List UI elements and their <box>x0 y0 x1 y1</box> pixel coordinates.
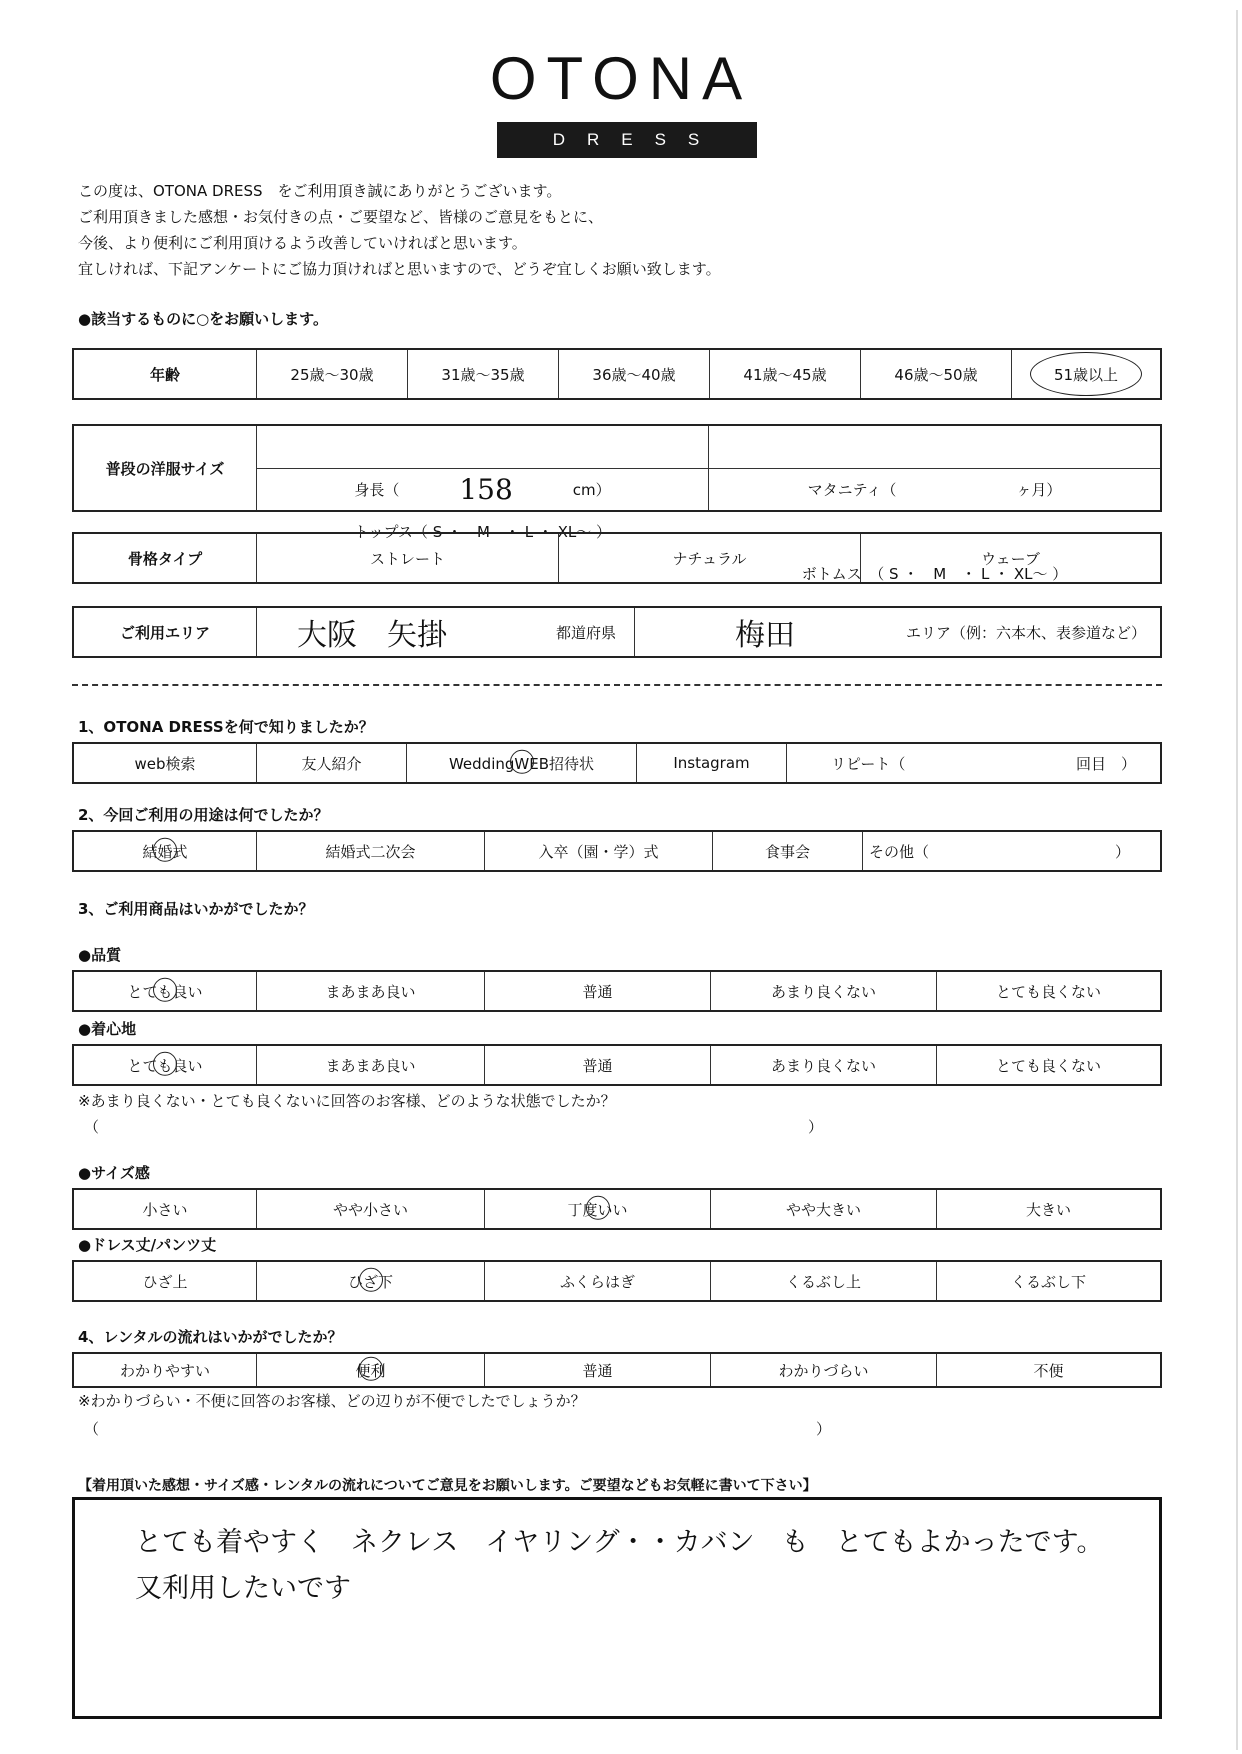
quality-table <box>72 970 1162 1012</box>
fit-option[interactable]: やや小さい <box>256 1190 484 1228</box>
tops-size[interactable]: トップス（ S ・ M ・ L ・ XL〜 ） <box>353 522 611 541</box>
size-label: 普段の洋服サイズ <box>105 459 225 478</box>
scan-edge <box>1236 10 1238 1750</box>
maternity-suffix: ヶ月） <box>1016 480 1062 499</box>
q2-other-field[interactable] <box>862 832 1160 870</box>
length-table <box>72 1260 1162 1302</box>
area-suffix: エリア（例：六本木、表参道など） <box>905 623 1146 642</box>
q4-option[interactable]: 普通 <box>484 1354 710 1386</box>
area-value: 梅田 <box>735 618 795 653</box>
q3-paren-close: ） <box>808 1118 824 1136</box>
age-option[interactable]: 25歳〜30歳 <box>256 350 407 398</box>
intro-line: ご利用頂きました感想・お気付きの点・ご要望など、皆様のご意見をもとに、 <box>78 208 604 226</box>
height-suffix: cm） <box>572 480 611 499</box>
comment-line: 又利用したいです <box>135 1573 351 1604</box>
other-prefix: その他（ <box>869 842 930 861</box>
fit-option[interactable]: やや大きい <box>710 1190 936 1228</box>
section-instruction: ●該当するものに○をお願いします。 <box>78 310 328 328</box>
quality-option-selected[interactable]: とても良い <box>74 972 256 1010</box>
area-field[interactable] <box>634 608 1160 656</box>
length-label: ●ドレス丈/パンツ丈 <box>78 1236 217 1254</box>
q2-table <box>72 830 1162 872</box>
quality-option[interactable]: 普通 <box>484 972 710 1010</box>
age-option[interactable]: 36歳〜40歳 <box>558 350 709 398</box>
quality-label: ●品質 <box>78 946 122 964</box>
q4-table <box>72 1352 1162 1388</box>
q2-option-selected[interactable]: 結婚式 <box>74 832 256 870</box>
q1-option[interactable]: Instagram <box>636 744 786 782</box>
other-suffix: ） <box>1114 842 1130 861</box>
q1-repeat-field[interactable] <box>786 744 1160 782</box>
logo-title: OTONA <box>489 45 753 112</box>
q1-option[interactable]: 友人紹介 <box>256 744 406 782</box>
maternity-prefix: マタニティ（ <box>807 480 897 499</box>
q1-option[interactable]: web検索 <box>134 754 196 773</box>
q4-option[interactable]: わかりづらい <box>710 1354 936 1386</box>
q4-option-selected[interactable]: 便利 <box>256 1354 484 1386</box>
length-option[interactable]: ひざ上 <box>142 1272 188 1291</box>
length-option[interactable]: くるぶし上 <box>710 1262 936 1300</box>
prefecture-value: 大阪 矢掛 <box>297 618 447 653</box>
intro-line: この度は、OTONA DRESS をご利用頂き誠にありがとうございます。 <box>78 182 562 200</box>
fit-option[interactable]: 大きい <box>936 1190 1160 1228</box>
q4-title: 4、レンタルの流れはいかがでしたか？ <box>78 1328 343 1346</box>
age-option[interactable]: 41歳〜45歳 <box>709 350 860 398</box>
q1-table <box>72 742 1162 784</box>
comment-line: とても着やすく ネクレス イヤリング・・カバン も とてもよかったです。 <box>135 1527 1104 1558</box>
q4-note: ※わかりづらい・不便に回答のお客様、どの辺りが不便でしたでしょうか？ <box>78 1392 586 1410</box>
quality-option[interactable]: あまり良くない <box>710 972 936 1010</box>
length-option[interactable]: くるぶし下 <box>936 1262 1160 1300</box>
age-option[interactable]: 31歳〜35歳 <box>407 350 558 398</box>
comfort-option-selected[interactable]: とても良い <box>74 1046 256 1084</box>
q4-paren-close: ） <box>816 1420 832 1438</box>
bottoms-size[interactable]: ボトムス （ S ・ M ・ L ・ XL〜 ） <box>801 564 1068 583</box>
comfort-option[interactable]: まあまあ良い <box>256 1046 484 1084</box>
frame-option[interactable]: ナチュラル <box>558 534 860 582</box>
comments-box[interactable] <box>72 1497 1162 1719</box>
dashed-divider <box>72 684 1162 686</box>
comfort-option[interactable]: 普通 <box>484 1046 710 1084</box>
frame-option[interactable]: ストレート <box>256 534 558 582</box>
q3-paren-open: （ <box>84 1118 100 1136</box>
repeat-prefix: リピート（ <box>831 754 906 773</box>
frame-option[interactable]: ウェーブ <box>860 534 1160 582</box>
fit-table <box>72 1188 1162 1230</box>
repeat-suffix: 回目 ） <box>1075 754 1136 773</box>
frame-table <box>72 532 1162 584</box>
age-table <box>72 348 1162 400</box>
intro-text <box>78 178 721 282</box>
comments-title: 【着用頂いた感想・サイズ感・レンタルの流れについてご意見をお願いします。ご要望などもお気軽に書いて下さい】 <box>78 1478 817 1494</box>
q2-title: 2、今回ご利用の用途は何でしたか？ <box>78 806 329 824</box>
length-option[interactable]: ふくらはぎ <box>484 1262 710 1300</box>
intro-line: 宜しければ、下記アンケートにご協力頂ければと思いますので、どうぞ宜しくお願い致します。 <box>78 260 721 278</box>
comfort-option[interactable]: あまり良くない <box>710 1046 936 1084</box>
q1-title: 1、OTONA DRESSを何で知りましたか？ <box>78 718 374 736</box>
q1-option-selected[interactable]: WeddingWEB招待状 <box>406 744 636 782</box>
q2-option[interactable]: 結婚式二次会 <box>256 832 484 870</box>
q4-option[interactable]: 不便 <box>936 1354 1160 1386</box>
prefecture-suffix: 都道府県 <box>555 623 616 642</box>
maternity-field[interactable] <box>709 468 1160 510</box>
q3-note: ※あまり良くない・とても良くないに回答のお客様、どのような状態でしたか？ <box>78 1092 616 1110</box>
q2-option[interactable]: 食事会 <box>712 832 862 870</box>
height-value: 158 <box>459 472 513 506</box>
q2-option[interactable]: 入卒（園・学）式 <box>484 832 712 870</box>
intro-line: 今後、より便利にご利用頂けるよう改善していければと思います。 <box>78 234 527 252</box>
comfort-option[interactable]: とても良くない <box>936 1046 1160 1084</box>
comfort-table <box>72 1044 1162 1086</box>
q4-paren-open: （ <box>84 1420 100 1438</box>
fit-option[interactable]: 小さい <box>142 1200 188 1219</box>
quality-option[interactable]: とても良くない <box>936 972 1160 1010</box>
height-field[interactable] <box>257 468 708 510</box>
age-option[interactable]: 46歳〜50歳 <box>860 350 1011 398</box>
q4-option[interactable]: わかりやすい <box>119 1361 210 1380</box>
age-label: 年齢 <box>149 365 180 384</box>
fit-label: ●サイズ感 <box>78 1164 150 1182</box>
quality-option[interactable]: まあまあ良い <box>256 972 484 1010</box>
length-option-selected[interactable]: ひざ下 <box>256 1262 484 1300</box>
prefecture-field[interactable] <box>256 608 634 656</box>
comfort-label: ●着心地 <box>78 1020 137 1038</box>
age-option-selected[interactable]: 51歳以上 <box>1011 350 1160 398</box>
area-label: ご利用エリア <box>119 623 210 642</box>
fit-option-selected[interactable]: 丁度いい <box>484 1190 710 1228</box>
height-prefix: 身長（ <box>354 480 400 499</box>
logo-subtitle: DRESS <box>497 122 757 158</box>
q3-title: 3、ご利用商品はいかがでしたか？ <box>78 900 314 918</box>
frame-label: 骨格タイプ <box>127 549 203 568</box>
area-table <box>72 606 1162 658</box>
